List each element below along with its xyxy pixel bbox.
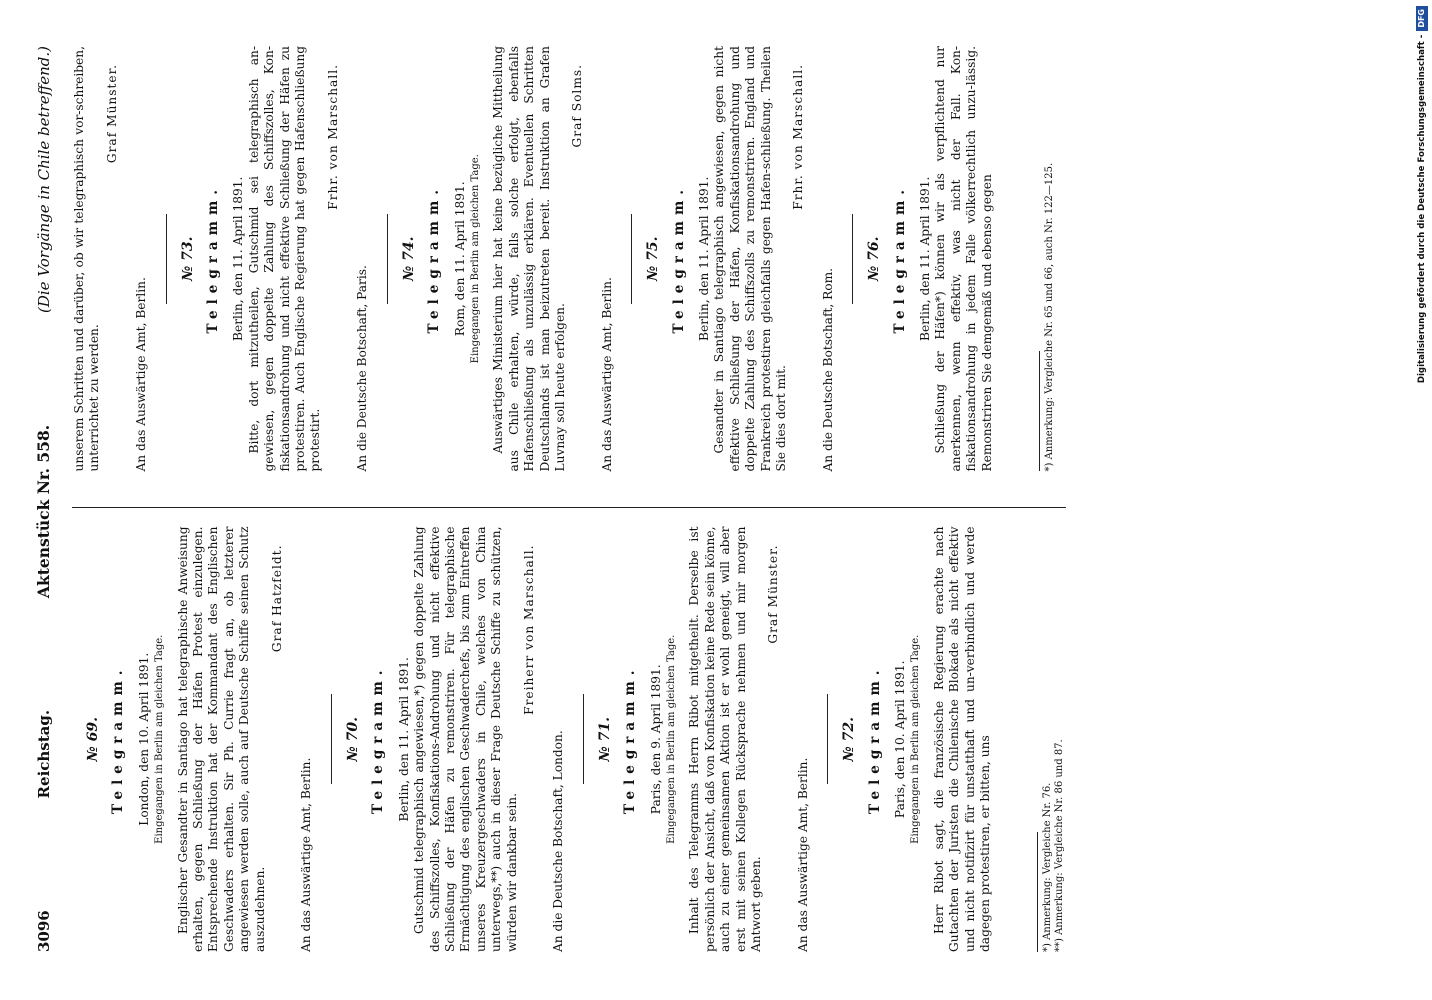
digitization-stamp: [1412, 0, 1432, 1000]
doc-69-kind: Telegramm.: [110, 664, 127, 814]
footnote: *) Anmerkung: Vergleiche Nr. 65 und 66, auch Nr. 122—125.: [1044, 162, 1056, 472]
doc-75-dateline: Berlin, den 11. April 1891.: [696, 176, 711, 341]
doc-69-received: Eingegangen in Berlin am gleichen Tage.: [154, 634, 166, 844]
page-header: [36, 46, 62, 952]
doc-71-received: Eingegangen in Berlin am gleichen Tage.: [665, 634, 677, 844]
separator-rule: [827, 694, 828, 784]
doc-73-kind: Telegramm.: [205, 184, 222, 334]
doc-71-number: № 71.: [596, 717, 613, 762]
doc-70-number: № 70.: [344, 717, 361, 762]
doc-75-body: Gesandter in Santiago telegraphisch angewiesen, gegen nicht effektive Schließung der Häfen, Konfiskationsandrohung und doppelte Zahlung des Schiffszolls zu remonstriren. England und Frankreich protestiren gleichfalls gegen Hafen-schließung. Theilen Sie dies dort mit.: [712, 46, 788, 472]
footnote: *) Anmerkung: Vergleiche Nr. 76.: [1042, 782, 1054, 952]
separator-rule: [387, 214, 388, 304]
stamp-text-strip: [1412, 0, 1432, 1000]
doc-72-received: Eingegangen in Berlin am gleichen Tage.: [910, 634, 922, 844]
dfg-logo: DFG: [1416, 6, 1428, 31]
doc-74-dateline: Rom, den 11. April 1891.: [452, 181, 467, 337]
doc-72-body: Herr Ribot sagt, die französische Regierung erachte nach Gutachten der Juristen die Chilenische Blokade als nicht effektiv und nicht notifizirt für unstatthaft und un-verbindlich und werde dagegen protestiren, er bitten, uns: [931, 526, 993, 952]
doc-75-number: № 75.: [645, 236, 662, 281]
doc-72-dateline: Paris, den 10. April 1891.: [893, 660, 908, 819]
footnote-rule: [1039, 352, 1040, 472]
doc-70-dateline: Berlin, den 11. April 1891.: [396, 657, 411, 822]
doc-71-dateline: Paris, den 9. April 1891.: [648, 664, 663, 815]
page-number: 3096: [35, 910, 53, 952]
doc-73-recipient: An die Deutsche Botschaft, Paris.: [355, 265, 370, 472]
doc-71-kind: Telegramm.: [622, 664, 639, 814]
document-subject: (Die Vorgänge in Chile betreffend.): [35, 46, 53, 313]
doc-73-number: № 73.: [179, 236, 196, 281]
doc-70-body: Gutschmid telegraphisch angewiesen,*) gegen doppelte Zahlung des Schiffszolles, Konfiskations-Androhung und nicht effektive Schließung der Häfen zu remonstriren. Für telegraphische Ermächtigung des englischen Geschwaderchefs, bis zum Eintreffen unseres Kreuzergeschwaders in Chile, welches von China unterwegs,**) auch in dieser Frage Deutsche Schiffe zu schützen, würden wir dankbar sein.: [412, 526, 519, 952]
doc-76-dateline: Berlin, den 11. April 1891.: [918, 176, 933, 341]
doc-70-signature: Freiherr von Marschall.: [521, 544, 536, 715]
separator-rule: [331, 694, 332, 784]
doc-69-dateline: London, den 10. April 1891.: [136, 652, 151, 826]
doc-73-dateline: Berlin, den 11. April 1891.: [231, 176, 246, 341]
doc-74-number: № 74.: [400, 236, 417, 281]
separator-rule: [166, 214, 167, 304]
doc-71-body: Inhalt des Telegramms Herrn Ribot mitgetheilt. Derselbe ist persönlich der Ansicht, daß von Konfiskation keine Rede sein könne, auch zu einer gemeinsamen Aktion ist er wohl geneigt, will aber erst mit seinen Kollegen Rücksprache nehmen und mir morgen Antwort geben.: [687, 526, 763, 952]
footnote: **) Anmerkung: Vergleiche Nr. 86 und 87.: [1054, 739, 1066, 952]
left-column: [72, 508, 1066, 953]
doc-70-recipient: An die Deutsche Botschaft, London.: [551, 730, 566, 952]
doc-72-recipient: An das Auswärtige Amt, Berlin.: [134, 277, 149, 472]
doc-74-signature: Graf Solms.: [570, 64, 585, 148]
doc-69-signature: Graf Hatzfeldt.: [270, 544, 285, 653]
separator-rule: [852, 214, 853, 304]
doc-73-body: Bitte, dort mitzutheilen, Gutschmid sei telegraphisch an-gewiesen, gegen doppelte Zahlung des Schiffszolles, Kon-fiskationsandrohung und nicht effektive Schließung der Häfen zu protestiren. Auch Englische Regierung hat gegen Hafenschließung protestirt.: [246, 46, 323, 472]
doc-71-recipient: An das Auswärtige Amt, Berlin.: [795, 757, 810, 952]
text-columns: [72, 46, 1066, 952]
doc-75-recipient: An die Deutsche Botschaft, Rom.: [820, 267, 835, 472]
doc-75-signature: Frhr. von Marschall.: [791, 64, 806, 210]
doc-76-number: № 76.: [866, 236, 883, 281]
doc-72-signature: Graf Münster.: [104, 64, 119, 164]
doc-74-kind: Telegramm.: [426, 184, 443, 334]
doc-72-kind: Telegramm.: [866, 664, 883, 814]
doc-69-body: Englischer Gesandter in Santiago hat telegraphische Anweisung erhalten, gegen Schließung der Häfen Protest einzulegen. Entsprechende Instruktion hat der Kommandant des Englischen Geschwaders erhalten. Sir Ph. Currie fragt an, ob letzterer angewiesen werden solle, auch auf Deutsche Schiffe seinen Schutz auszudehnen.: [175, 526, 267, 952]
separator-rule: [583, 694, 584, 784]
doc-72-number: № 72.: [841, 717, 858, 762]
doc-69-recipient: An das Auswärtige Amt, Berlin.: [299, 757, 314, 952]
separator-rule: [631, 214, 632, 304]
document-label: Aktenstück Nr. 558.: [34, 424, 53, 599]
doc-70-kind: Telegramm.: [370, 664, 387, 814]
stamp-text: Digitalisierung gefördert durch die Deutsche Forschungsgemeinschaft -: [1417, 34, 1427, 384]
doc-73-signature: Frhr. von Marschall.: [325, 64, 340, 210]
doc-72-continuation: unserem Schritten und darüber, ob wir telegraphisch vor-schreiben, unterrichtet zu werden.: [72, 46, 102, 472]
doc-69-number: № 69.: [85, 717, 101, 762]
right-column: [72, 46, 1066, 472]
doc-71-signature: Graf Münster.: [766, 544, 781, 644]
doc-76-kind: Telegramm.: [891, 184, 908, 334]
publication-title: Reichstag.: [35, 709, 53, 799]
doc-75-kind: Telegramm.: [670, 184, 687, 334]
doc-74-received: Eingegangen in Berlin am gleichen Tage.: [469, 154, 481, 364]
doc-74-recipient: An das Auswärtige Amt, Berlin.: [599, 277, 614, 472]
doc-76-body: Schließung der Häfen*) können wir als verpflichtend nur anerkennen, wenn effektiv, was nicht der Fall. Kon-fiskationsandrohung in jedem Falle völkerrechtlich unzu-lässig. Remonstriren Sie demgemäß und ebenso gegen: [933, 46, 994, 472]
footnote-rule: [1037, 832, 1038, 952]
doc-74-body: Auswärtiges Ministerium hier hat keine bezügliche Mittheilung aus Chile erhalten, würde, falls solche erfolgt, ebenfalls Hafenschließung als unzulässig erklären. Eventuellen Schritten Deutschlands ist man beizutreten bereit. Instruktion an Grafen Luvnay soll heute erfolgen.: [491, 46, 567, 472]
